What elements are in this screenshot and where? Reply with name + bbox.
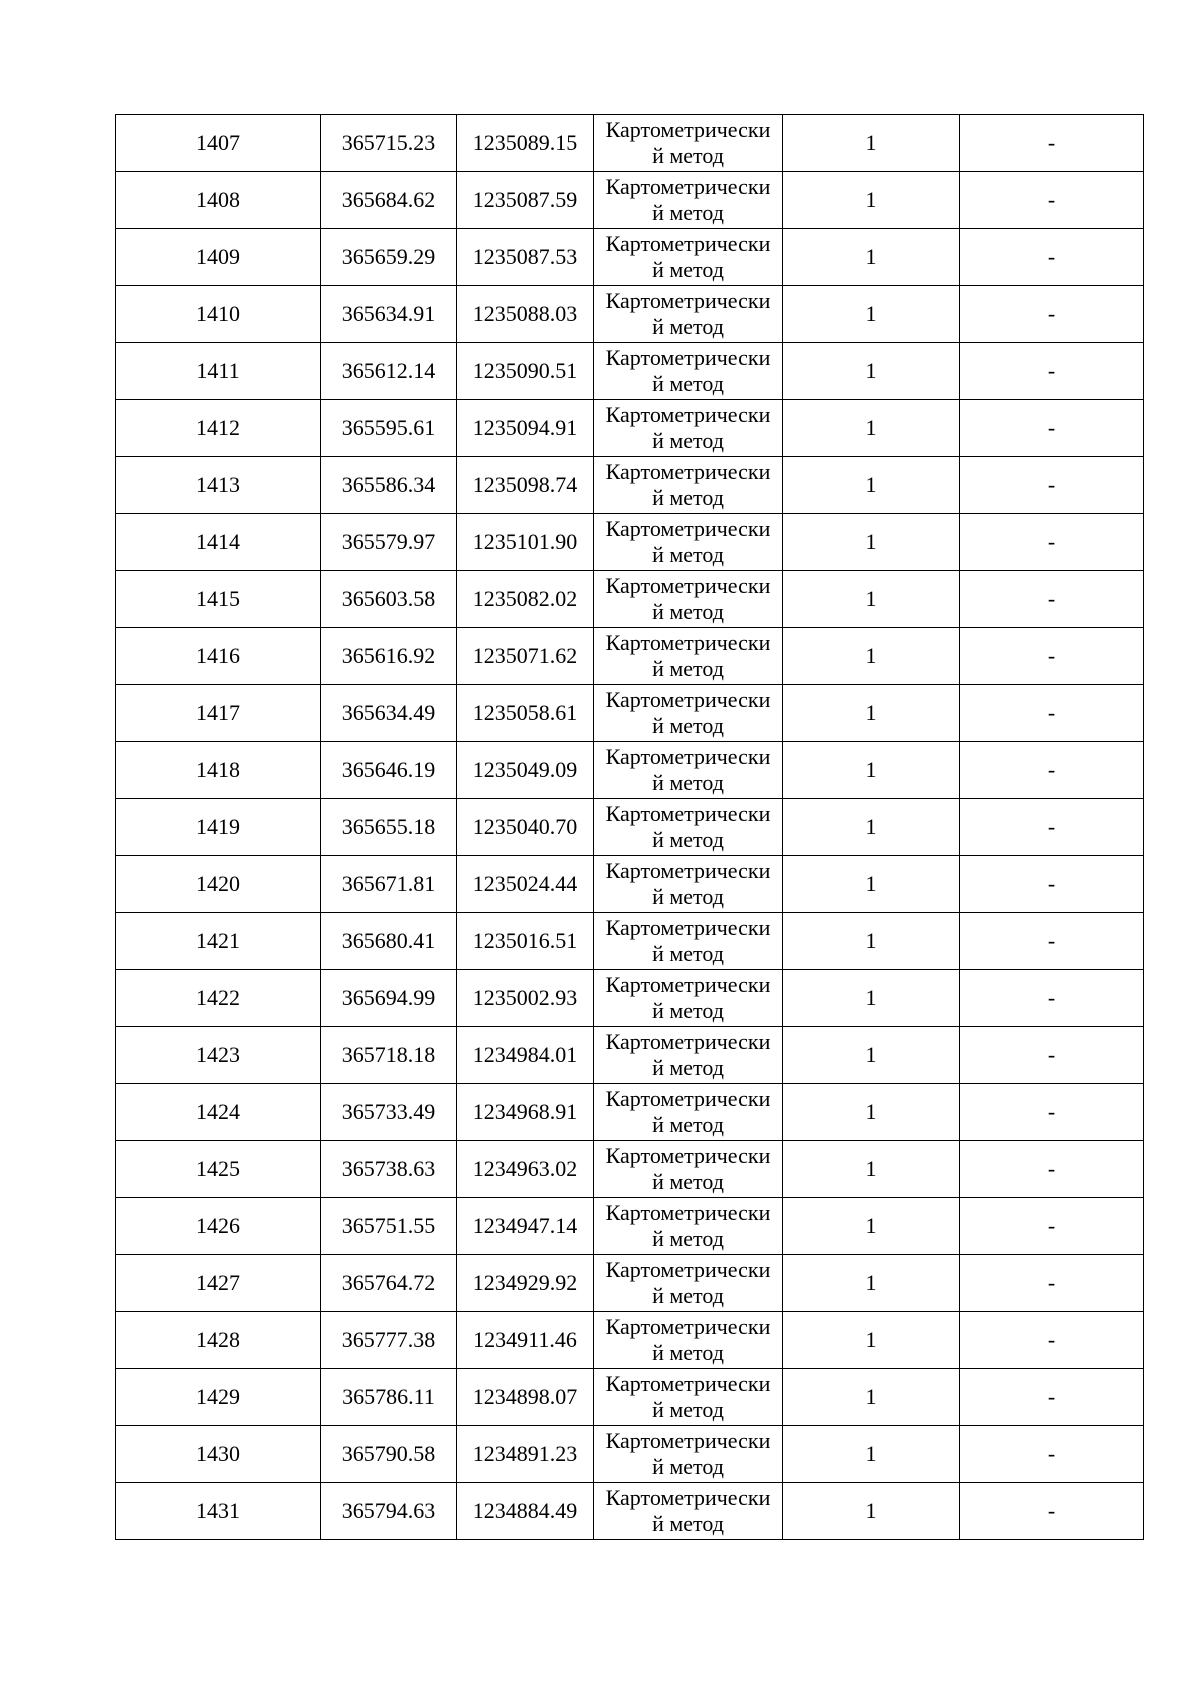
note-cell: - (960, 172, 1144, 229)
y-coordinate-cell: 1234929.92 (457, 1255, 594, 1312)
method-cell (594, 799, 783, 856)
note-cell: - (960, 970, 1144, 1027)
point-number-cell: 1413 (116, 457, 321, 514)
precision-cell: 1 (783, 343, 960, 400)
table-row (116, 1312, 1144, 1369)
x-coordinate-cell: 365733.49 (321, 1084, 457, 1141)
method-text-line-1: Картометрически (605, 288, 771, 313)
y-coordinate-cell: 1235016.51 (457, 913, 594, 970)
precision-cell: 1 (783, 913, 960, 970)
note-cell: - (960, 628, 1144, 685)
method-text-line-2: й метод (652, 143, 724, 168)
method-text-line-1: Картометрически (605, 345, 771, 370)
x-coordinate-cell: 365794.63 (321, 1483, 457, 1540)
precision-cell: 1 (783, 685, 960, 742)
method-text-line-2: й метод (652, 1511, 724, 1536)
table-body (116, 115, 1144, 1540)
method-cell (594, 1426, 783, 1483)
point-number-cell: 1416 (116, 628, 321, 685)
table-row (116, 400, 1144, 457)
method-text-line-1: Картометрически (605, 1485, 771, 1510)
x-coordinate-cell: 365718.18 (321, 1027, 457, 1084)
method-text-line-2: й метод (652, 770, 724, 795)
point-number-cell: 1412 (116, 400, 321, 457)
method-text-line-2: й метод (652, 1454, 724, 1479)
method-text-line-2: й метод (652, 428, 724, 453)
method-cell (594, 571, 783, 628)
precision-cell: 1 (783, 970, 960, 1027)
point-number-cell: 1407 (116, 115, 321, 172)
method-text-line-2: й метод (652, 200, 724, 225)
x-coordinate-cell: 365680.41 (321, 913, 457, 970)
y-coordinate-cell: 1235058.61 (457, 685, 594, 742)
point-number-cell: 1424 (116, 1084, 321, 1141)
table-row (116, 457, 1144, 514)
table-row (116, 514, 1144, 571)
precision-cell: 1 (783, 1483, 960, 1540)
point-number-cell: 1431 (116, 1483, 321, 1540)
y-coordinate-cell: 1235101.90 (457, 514, 594, 571)
note-cell: - (960, 115, 1144, 172)
method-text-line-2: й метод (652, 1226, 724, 1251)
note-cell: - (960, 571, 1144, 628)
method-cell (594, 628, 783, 685)
table-row (116, 1027, 1144, 1084)
method-text-line-1: Картометрически (605, 801, 771, 826)
precision-cell: 1 (783, 400, 960, 457)
method-text-line-2: й метод (652, 599, 724, 624)
method-cell (594, 970, 783, 1027)
note-cell: - (960, 1198, 1144, 1255)
precision-cell: 1 (783, 115, 960, 172)
y-coordinate-cell: 1235082.02 (457, 571, 594, 628)
note-cell: - (960, 1426, 1144, 1483)
method-text-line-1: Картометрически (605, 1371, 771, 1396)
table-row (116, 229, 1144, 286)
y-coordinate-cell: 1235049.09 (457, 742, 594, 799)
y-coordinate-cell: 1234898.07 (457, 1369, 594, 1426)
precision-cell: 1 (783, 1426, 960, 1483)
point-number-cell: 1427 (116, 1255, 321, 1312)
point-number-cell: 1420 (116, 856, 321, 913)
method-text-line-1: Картометрически (605, 117, 771, 142)
x-coordinate-cell: 365655.18 (321, 799, 457, 856)
table-row (116, 685, 1144, 742)
method-cell (594, 1141, 783, 1198)
method-text-line-1: Картометрически (605, 459, 771, 484)
y-coordinate-cell: 1235098.74 (457, 457, 594, 514)
table-row (116, 1255, 1144, 1312)
x-coordinate-cell: 365751.55 (321, 1198, 457, 1255)
y-coordinate-cell: 1234963.02 (457, 1141, 594, 1198)
table-row (116, 343, 1144, 400)
x-coordinate-cell: 365694.99 (321, 970, 457, 1027)
method-text-line-2: й метод (652, 542, 724, 567)
precision-cell: 1 (783, 799, 960, 856)
note-cell: - (960, 685, 1144, 742)
method-text-line-1: Картометрически (605, 402, 771, 427)
method-text-line-1: Картометрически (605, 1428, 771, 1453)
method-text-line-2: й метод (652, 884, 724, 909)
method-text-line-2: й метод (652, 713, 724, 738)
table-row (116, 172, 1144, 229)
note-cell: - (960, 1255, 1144, 1312)
y-coordinate-cell: 1235002.93 (457, 970, 594, 1027)
point-number-cell: 1408 (116, 172, 321, 229)
precision-cell: 1 (783, 229, 960, 286)
point-number-cell: 1409 (116, 229, 321, 286)
point-number-cell: 1418 (116, 742, 321, 799)
precision-cell: 1 (783, 286, 960, 343)
x-coordinate-cell: 365646.19 (321, 742, 457, 799)
y-coordinate-cell: 1235087.59 (457, 172, 594, 229)
method-cell (594, 457, 783, 514)
precision-cell: 1 (783, 856, 960, 913)
x-coordinate-cell: 365786.11 (321, 1369, 457, 1426)
note-cell: - (960, 457, 1144, 514)
y-coordinate-cell: 1235087.53 (457, 229, 594, 286)
method-cell (594, 172, 783, 229)
method-cell (594, 400, 783, 457)
precision-cell: 1 (783, 1255, 960, 1312)
coordinates-table (115, 114, 1144, 1540)
method-text-line-1: Картометрически (605, 231, 771, 256)
method-text-line-2: й метод (652, 1112, 724, 1137)
point-number-cell: 1421 (116, 913, 321, 970)
point-number-cell: 1411 (116, 343, 321, 400)
y-coordinate-cell: 1235089.15 (457, 115, 594, 172)
table-row (116, 1084, 1144, 1141)
note-cell: - (960, 1141, 1144, 1198)
table-row (116, 856, 1144, 913)
method-text-line-2: й метод (652, 656, 724, 681)
method-text-line-1: Картометрически (605, 1143, 771, 1168)
table-row (116, 742, 1144, 799)
point-number-cell: 1415 (116, 571, 321, 628)
method-text-line-1: Картометрически (605, 573, 771, 598)
method-text-line-1: Картометрически (605, 1200, 771, 1225)
method-text-line-2: й метод (652, 371, 724, 396)
precision-cell: 1 (783, 1084, 960, 1141)
precision-cell: 1 (783, 1027, 960, 1084)
y-coordinate-cell: 1235090.51 (457, 343, 594, 400)
precision-cell: 1 (783, 1312, 960, 1369)
precision-cell: 1 (783, 742, 960, 799)
method-text-line-2: й метод (652, 1169, 724, 1194)
x-coordinate-cell: 365659.29 (321, 229, 457, 286)
table-row (116, 970, 1144, 1027)
note-cell: - (960, 229, 1144, 286)
y-coordinate-cell: 1235040.70 (457, 799, 594, 856)
method-text-line-2: й метод (652, 485, 724, 510)
x-coordinate-cell: 365612.14 (321, 343, 457, 400)
y-coordinate-cell: 1234911.46 (457, 1312, 594, 1369)
note-cell: - (960, 913, 1144, 970)
precision-cell: 1 (783, 172, 960, 229)
method-cell (594, 742, 783, 799)
method-text-line-2: й метод (652, 998, 724, 1023)
x-coordinate-cell: 365790.58 (321, 1426, 457, 1483)
precision-cell: 1 (783, 1369, 960, 1426)
precision-cell: 1 (783, 1198, 960, 1255)
table-row (116, 1141, 1144, 1198)
method-text-line-2: й метод (652, 1397, 724, 1422)
table-row (116, 571, 1144, 628)
method-cell (594, 343, 783, 400)
method-text-line-1: Картометрически (605, 972, 771, 997)
method-text-line-1: Картометрически (605, 915, 771, 940)
y-coordinate-cell: 1234891.23 (457, 1426, 594, 1483)
method-text-line-2: й метод (652, 1055, 724, 1080)
precision-cell: 1 (783, 571, 960, 628)
y-coordinate-cell: 1234947.14 (457, 1198, 594, 1255)
x-coordinate-cell: 365684.62 (321, 172, 457, 229)
method-cell (594, 1027, 783, 1084)
point-number-cell: 1423 (116, 1027, 321, 1084)
point-number-cell: 1414 (116, 514, 321, 571)
method-text-line-1: Картометрически (605, 744, 771, 769)
x-coordinate-cell: 365764.72 (321, 1255, 457, 1312)
note-cell: - (960, 856, 1144, 913)
note-cell: - (960, 1312, 1144, 1369)
method-text-line-2: й метод (652, 827, 724, 852)
x-coordinate-cell: 365634.49 (321, 685, 457, 742)
table-row (116, 286, 1144, 343)
precision-cell: 1 (783, 457, 960, 514)
y-coordinate-cell: 1235024.44 (457, 856, 594, 913)
x-coordinate-cell: 365715.23 (321, 115, 457, 172)
table-row (116, 115, 1144, 172)
point-number-cell: 1410 (116, 286, 321, 343)
precision-cell: 1 (783, 1141, 960, 1198)
method-text-line-2: й метод (652, 314, 724, 339)
point-number-cell: 1419 (116, 799, 321, 856)
method-text-line-1: Картометрически (605, 858, 771, 883)
note-cell: - (960, 799, 1144, 856)
method-cell (594, 115, 783, 172)
point-number-cell: 1422 (116, 970, 321, 1027)
table-row (116, 1369, 1144, 1426)
method-text-line-1: Картометрически (605, 516, 771, 541)
table-row (116, 1483, 1144, 1540)
note-cell: - (960, 514, 1144, 571)
method-cell (594, 286, 783, 343)
y-coordinate-cell: 1234968.91 (457, 1084, 594, 1141)
note-cell: - (960, 1084, 1144, 1141)
method-text-line-1: Картометрически (605, 1029, 771, 1054)
x-coordinate-cell: 365603.58 (321, 571, 457, 628)
method-cell (594, 856, 783, 913)
method-text-line-1: Картометрически (605, 174, 771, 199)
point-number-cell: 1429 (116, 1369, 321, 1426)
method-text-line-2: й метод (652, 1340, 724, 1365)
x-coordinate-cell: 365738.63 (321, 1141, 457, 1198)
method-text-line-1: Картометрически (605, 1314, 771, 1339)
x-coordinate-cell: 365616.92 (321, 628, 457, 685)
note-cell: - (960, 286, 1144, 343)
method-text-line-2: й метод (652, 941, 724, 966)
x-coordinate-cell: 365579.97 (321, 514, 457, 571)
point-number-cell: 1425 (116, 1141, 321, 1198)
table-row (116, 799, 1144, 856)
y-coordinate-cell: 1234884.49 (457, 1483, 594, 1540)
x-coordinate-cell: 365586.34 (321, 457, 457, 514)
point-number-cell: 1428 (116, 1312, 321, 1369)
note-cell: - (960, 1483, 1144, 1540)
method-cell (594, 1255, 783, 1312)
note-cell: - (960, 343, 1144, 400)
y-coordinate-cell: 1234984.01 (457, 1027, 594, 1084)
y-coordinate-cell: 1235094.91 (457, 400, 594, 457)
table-row (116, 913, 1144, 970)
precision-cell: 1 (783, 514, 960, 571)
table-row (116, 1426, 1144, 1483)
x-coordinate-cell: 365595.61 (321, 400, 457, 457)
y-coordinate-cell: 1235071.62 (457, 628, 594, 685)
method-text-line-2: й метод (652, 257, 724, 282)
method-cell (594, 1483, 783, 1540)
table-row (116, 628, 1144, 685)
note-cell: - (960, 742, 1144, 799)
x-coordinate-cell: 365777.38 (321, 1312, 457, 1369)
method-text-line-2: й метод (652, 1283, 724, 1308)
method-cell (594, 514, 783, 571)
method-cell (594, 1198, 783, 1255)
precision-cell: 1 (783, 628, 960, 685)
method-cell (594, 1369, 783, 1426)
method-cell (594, 685, 783, 742)
x-coordinate-cell: 365634.91 (321, 286, 457, 343)
method-cell (594, 1084, 783, 1141)
note-cell: - (960, 1027, 1144, 1084)
point-number-cell: 1430 (116, 1426, 321, 1483)
method-cell (594, 913, 783, 970)
method-text-line-1: Картометрически (605, 1086, 771, 1111)
point-number-cell: 1417 (116, 685, 321, 742)
method-cell (594, 229, 783, 286)
method-text-line-1: Картометрически (605, 630, 771, 655)
point-number-cell: 1426 (116, 1198, 321, 1255)
method-text-line-1: Картометрически (605, 687, 771, 712)
table-row (116, 1198, 1144, 1255)
note-cell: - (960, 400, 1144, 457)
note-cell: - (960, 1369, 1144, 1426)
y-coordinate-cell: 1235088.03 (457, 286, 594, 343)
method-cell (594, 1312, 783, 1369)
method-text-line-1: Картометрически (605, 1257, 771, 1282)
x-coordinate-cell: 365671.81 (321, 856, 457, 913)
